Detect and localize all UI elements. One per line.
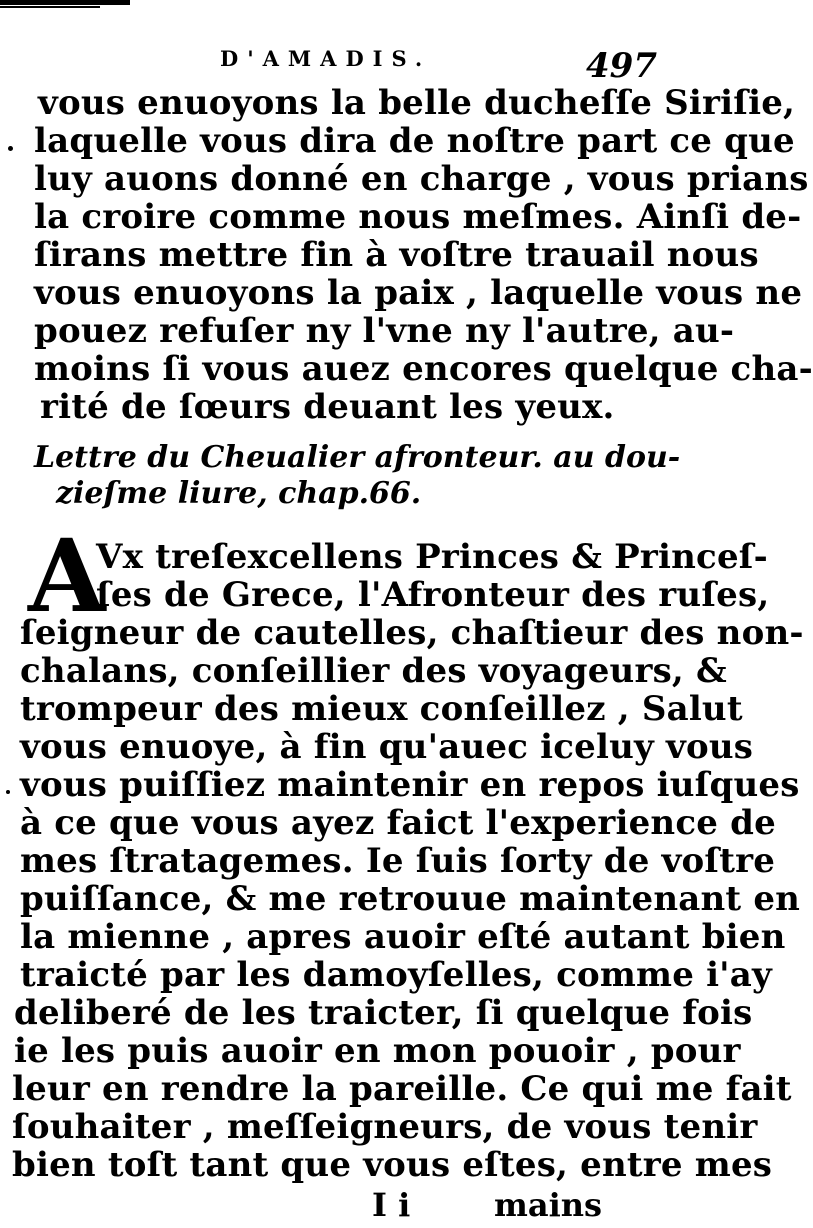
- text-line: deliberé de les traicter, ſi quelque fois: [14, 993, 753, 1033]
- text-line: ſouhaiter , meſſeigneurs, de vous tenir: [12, 1107, 758, 1147]
- catchword: mains: [494, 1186, 603, 1224]
- text-line: traicté par les damoyſelles, comme i'ay: [20, 955, 772, 995]
- text-line: luy auons donné en charge , vous prians: [34, 159, 809, 199]
- text-line: ſeigneur de cautelles, chaſtieur des non-: [20, 613, 804, 653]
- text-line: leur en rendre la pareille. Ce qui me fait: [12, 1069, 792, 1109]
- section-heading-line-1: Lettre du Cheualier afronteur. au dou-: [34, 440, 681, 475]
- text-line: à ce que vous ayez faict l'experience de: [20, 803, 776, 843]
- text-line: vous enuoyons la paix , laquelle vous ne: [34, 273, 803, 313]
- text-line: mes ſtratagemes. Ie ſuis ſorty de voſtre: [20, 841, 776, 881]
- text-line: trompeur des mieux conſeillez , Salut: [20, 689, 743, 729]
- text-line: puiſſance, & me retrouue maintenant en: [20, 879, 801, 919]
- text-line: ſes de Grece, l'Afronteur des ruſes,: [96, 575, 770, 615]
- running-head: D'AMADIS.: [220, 46, 432, 71]
- text-line: pouez refuſer ny l'vne ny l'autre, au-: [34, 311, 735, 351]
- text-line: la mienne , apres auoir eſté autant bien: [20, 917, 786, 957]
- page-number: 497: [586, 46, 657, 86]
- text-line: vous enuoye, à fin qu'auec iceluy vous: [20, 727, 754, 767]
- text-line: vous enuoyons la belle ducheſſe Siriſie,: [38, 83, 796, 123]
- top-rule-secondary: [0, 6, 100, 8]
- text-line: vous puiſſiez maintenir en repos iuſques: [20, 765, 800, 805]
- scan-speck: [6, 790, 10, 794]
- text-line: bien toſt tant que vous eſtes, entre mes: [12, 1145, 773, 1185]
- drop-cap: A: [28, 517, 106, 635]
- signature-mark: I i: [372, 1186, 411, 1224]
- text-line: ſirans mettre fin à voſtre trauail nous: [34, 235, 759, 275]
- top-rule: [0, 0, 130, 5]
- section-heading-line-2: zieſme liure, chap.66.: [56, 476, 422, 511]
- text-line: moins ſi vous auez encores quelque cha-: [34, 349, 813, 389]
- text-line: rité de ſœurs deuant les yeux.: [40, 387, 615, 427]
- text-line: ie les puis auoir en mon pouoir , pour: [14, 1031, 741, 1071]
- text-line: chalans, conſeillier des voyageurs, &: [20, 651, 727, 691]
- scan-speck: [8, 146, 13, 151]
- text-line: la croire comme nous meſmes. Ainſi de-: [34, 197, 802, 237]
- text-line: Vx treſexcellens Princes & Princeſ-: [96, 537, 768, 577]
- text-line: laquelle vous dira de noſtre part ce que: [34, 121, 795, 161]
